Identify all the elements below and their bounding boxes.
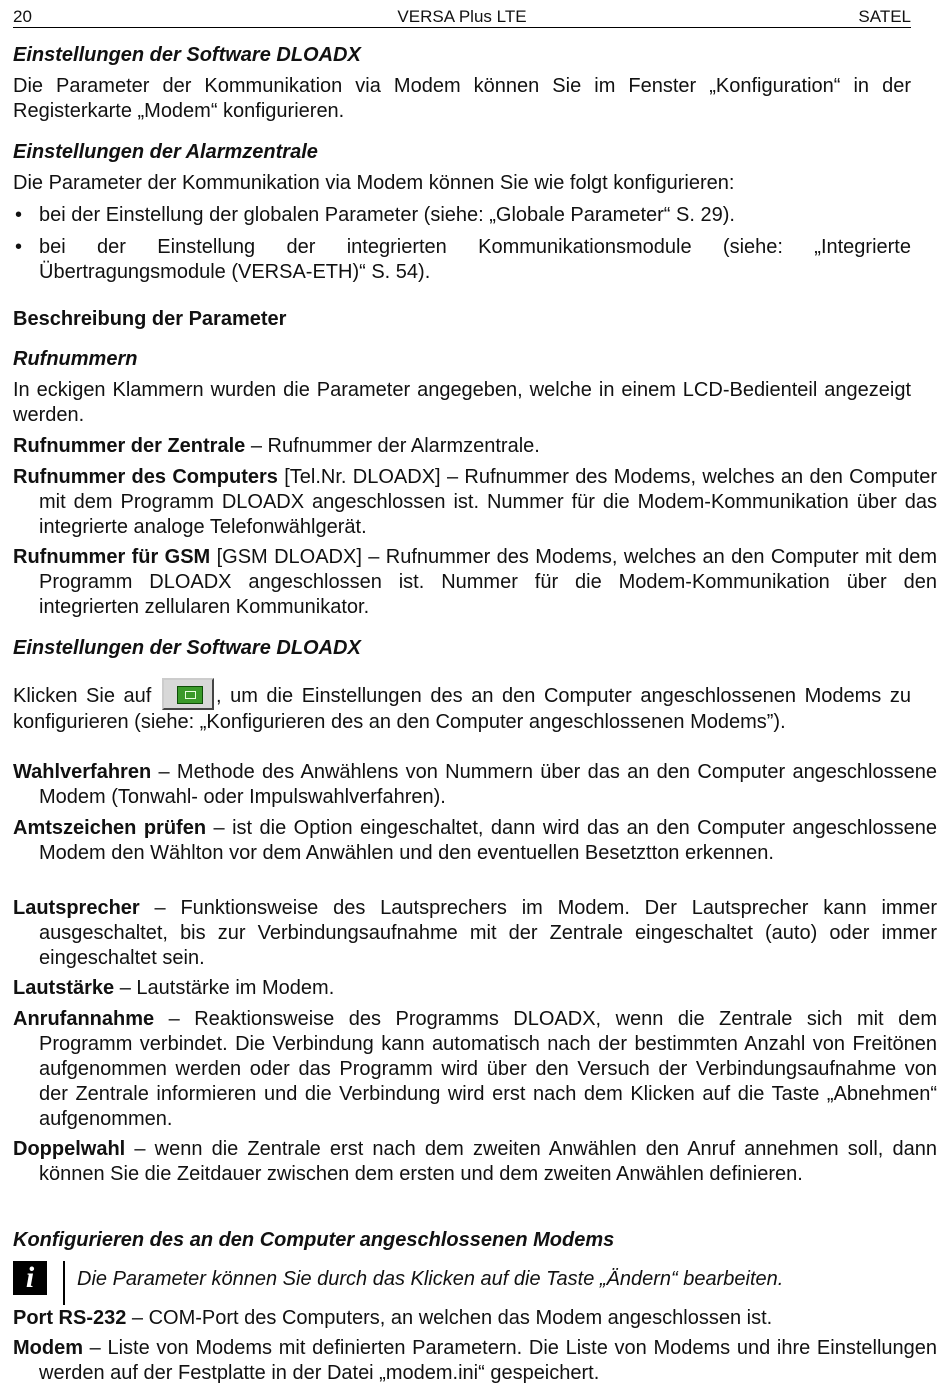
definition-item — [13, 976, 937, 1001]
bullet-icon: • — [15, 236, 23, 258]
definition-item — [13, 760, 937, 810]
definition-text: [Tel.Nr. DLOADX] – Rufnummer des Modems, welches an den Computer mit dem Programm DLOADX angeschlossen ist. Nummer für die Modem-Kommunikation über das integrierte analoge Telefonwählgerät. — [39, 466, 937, 538]
definition-term: Amtszeichen prüfen — [13, 817, 207, 839]
modem-settings-icon — [177, 686, 203, 704]
info-note — [13, 1261, 911, 1307]
definition-term: Doppelwahl — [13, 1138, 126, 1160]
definition-item — [13, 434, 937, 459]
note-divider — [63, 1261, 65, 1305]
definition-item — [13, 1007, 937, 1132]
document-title: VERSA Plus LTE — [397, 7, 527, 26]
definition-term: Rufnummer der Zentrale — [13, 435, 246, 457]
paragraph-software: Die Parameter der Kommunikation via Modem können Sie im Fenster „Konfiguration“ in der Registerkarte „Modem“ konfigurieren. — [13, 75, 911, 122]
definition-item — [13, 1306, 937, 1331]
section-heading-alarmzentrale: Einstellungen der Alarmzentrale — [13, 141, 318, 163]
definition-term: Modem — [13, 1337, 83, 1359]
list-item — [13, 203, 911, 228]
section-heading-beschreibung: Beschreibung der Parameter — [13, 308, 287, 330]
note-text: Die Parameter können Sie durch das Klicken auf die Taste „Ändern“ bearbeiten. — [77, 1268, 784, 1290]
definition-text: – Methode des Anwählens von Nummern über das an den Computer angeschlossene Modem (Tonwahl- oder Impulswahlverfahren). — [39, 761, 937, 808]
definition-term: Rufnummer für GSM — [13, 546, 211, 568]
definition-text: [GSM DLOADX] – Rufnummer des Modems, welches an den Computer mit dem Programm DLOADX angeschlossen ist. Nummer für die Modem-Kommunikation über den integrierten zellularen Kommunikator. — [39, 546, 937, 618]
definition-term: Wahlverfahren — [13, 761, 152, 783]
section-heading-rufnummern: Rufnummern — [13, 348, 138, 370]
definition-text: – ist die Option eingeschaltet, dann wird das an den Computer angeschlossene Modem den Wählton vor dem Anwählen und den eventuellen Besetztton erkennen. — [39, 817, 937, 864]
definition-text: – COM-Port des Computers, an welchen das Modem angeschlossen ist. — [126, 1307, 773, 1329]
brand-name: SATEL — [858, 7, 911, 26]
definition-text: – Lautstärke im Modem. — [114, 977, 335, 999]
paragraph-klicken-start: Klicken Sie auf — [13, 685, 152, 707]
definition-item — [13, 816, 937, 866]
section-heading-software: Einstellungen der Software DLOADX — [13, 44, 361, 66]
definition-term: Anrufannahme — [13, 1008, 155, 1030]
definition-item — [13, 1336, 937, 1386]
bullet-icon: • — [15, 204, 23, 226]
paragraph-rufnummern-intro: In eckigen Klammern wurden die Parameter angegeben, welche in einem LCD-Bedienteil angezeigt werden. — [13, 379, 911, 426]
definition-term: Port RS-232 — [13, 1307, 127, 1329]
modem-settings-button[interactable] — [162, 678, 214, 710]
definition-item — [13, 465, 937, 540]
paragraph-klicken-end: , um die Einstellungen des an den Computer angeschlossenen Modems zu konfigurieren (siehe: „Konfigurieren des an den Computer angeschlossenen Modems”). — [13, 685, 912, 733]
list-item-text: bei der Einstellung der integrierten Kommunikationsmodule (siehe: „Integrierte Übertragungsmodule (VERSA-ETH)“ S. 54). — [39, 236, 911, 283]
info-icon: i — [13, 1261, 47, 1295]
definition-text: – Reaktionsweise des Programms DLOADX, wenn die Zentrale sich mit dem Programm verbindet. Die Verbindung kann automatisch nach der bestimmten Anzahl von Freitönen aufgenommen werden oder das Programm wird über den Versuch der Verbindungsaufnahme von der Zentrale informieren und die Verbindung wird erst nach dem Klicken auf die Taste „Abnehmen“ aufgenommen. — [39, 1008, 937, 1130]
definition-text: – wenn die Zentrale erst nach dem zweiten Anwählen den Anruf annehmen soll, dann können Sie die Zeitdauer zwischen dem ersten und dem zweiten Anwählen definieren. — [39, 1138, 937, 1185]
section-heading-software-2: Einstellungen der Software DLOADX — [13, 637, 361, 659]
page-header — [13, 5, 911, 28]
definition-item — [13, 545, 937, 620]
definition-text: – Funktionsweise des Lautsprechers im Modem. Der Lautsprecher kann immer ausgeschaltet, bis zur Verbindungsaufnahme mit der Zentrale eingeschaltet (auto) oder immer eingeschaltet sein. — [39, 897, 937, 969]
definition-item — [13, 1137, 937, 1187]
definition-text: – Rufnummer der Alarmzentrale. — [245, 435, 540, 457]
definition-item — [13, 896, 937, 971]
page-number: 20 — [13, 7, 32, 26]
section-heading-konfigurieren: Konfigurieren des an den Computer angeschlossenen Modems — [13, 1229, 615, 1251]
definition-term: Rufnummer des Computers — [13, 466, 278, 488]
paragraph-alarmzentrale: Die Parameter der Kommunikation via Modem können Sie wie folgt konfigurieren: — [13, 172, 735, 194]
list-item — [13, 235, 911, 285]
definition-term: Lautstärke — [13, 977, 115, 999]
paragraph-klicken — [13, 678, 911, 735]
list-item-text: bei der Einstellung der globalen Parameter (siehe: „Globale Parameter“ S. 29). — [39, 204, 735, 226]
definition-text: – Liste von Modems mit definierten Parametern. Die Liste von Modems und ihre Einstellungen werden auf der Festplatte in der Datei „modem.ini“ gespeichert. — [39, 1337, 937, 1384]
definition-term: Lautsprecher — [13, 897, 140, 919]
